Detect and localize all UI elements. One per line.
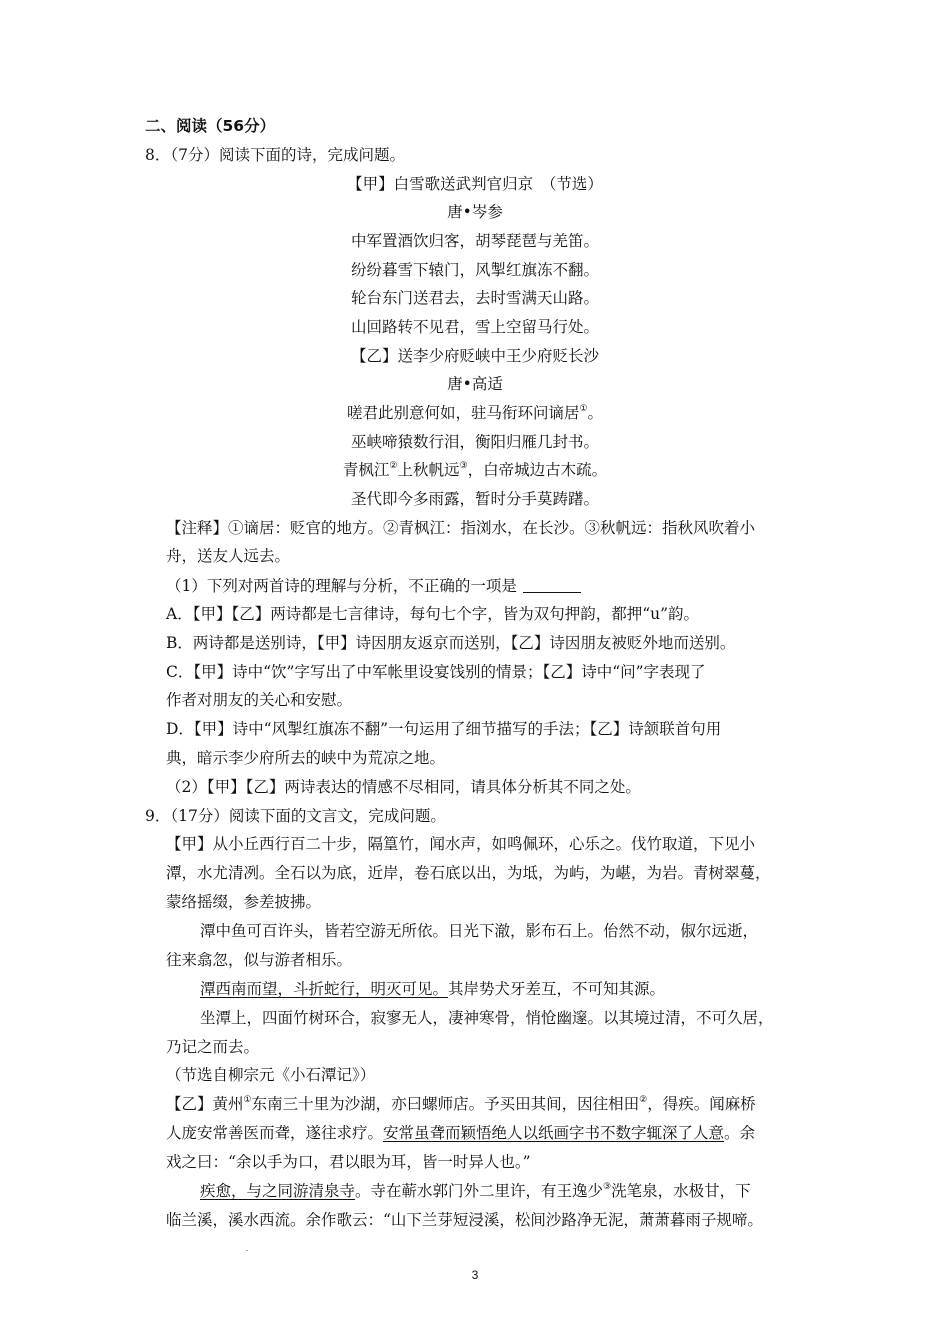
footnote-mark: ③ bbox=[603, 1182, 612, 1192]
page-number: 3 bbox=[471, 1268, 479, 1282]
q9-stem: 9．（17分）阅读下面的文言文，完成问题。 bbox=[145, 807, 446, 825]
poem-b-title: 【乙】送李少府贬峡中王少府贬长沙 bbox=[350, 347, 599, 365]
text-b-line: 【乙】黄州①东南三十里为沙湖，亦曰螺师店。予买田其间，因往相田②，得疾。闻麻桥 bbox=[166, 1095, 756, 1113]
text-a-line: 往来翕忽，似与游者相乐。 bbox=[166, 951, 353, 969]
footnote-mark: ② bbox=[389, 461, 398, 471]
text-a-line: 【甲】从小丘西行百二十步，隔篁竹，闻水声，如鸣佩环，心乐之。伐竹取道，下见小 bbox=[166, 835, 756, 853]
footnote-mark: ① bbox=[243, 1095, 252, 1105]
option-c: C．【甲】诗中“饮”字写出了中军帐里设宴饯别的情景；【乙】诗中“问”字表现了 bbox=[166, 663, 706, 681]
poem-a-line: 轮台东门送君去，去时雪满天山路。 bbox=[350, 289, 599, 307]
footnote-mark: ② bbox=[639, 1095, 648, 1105]
poem-a-line: 山回路转不见君，雪上空留马行处。 bbox=[350, 318, 599, 336]
q8-sub2: （2）【甲】【乙】两诗表达的情感不尽相同，请具体分析其不同之处。 bbox=[166, 778, 641, 796]
notes-line: 舟，送友人远去。 bbox=[166, 547, 291, 565]
poem-a-title: 【甲】白雪歌送武判官归京 （节选） bbox=[347, 175, 603, 193]
option-d: D．【甲】诗中“风掣红旗冻不翻”一句运用了细节描写的手法；【乙】诗颔联首句用 bbox=[166, 720, 722, 738]
source-a: （节选自柳宗元《小石潭记》） bbox=[166, 1066, 376, 1084]
poem-b-line: 巫峡啼猿数行泪，衡阳归雁几封书。 bbox=[350, 433, 599, 451]
text-a-line: 坐潭上，四面竹树环合，寂寥无人，凄神寒骨，悄怆幽邃。以其境过清，不可久居， bbox=[200, 1009, 774, 1027]
q8-stem: 8．（7分）阅读下面的诗，完成问题。 bbox=[145, 146, 405, 164]
scan-speck bbox=[246, 1250, 248, 1251]
option-b: B．两诗都是送别诗，【甲】诗因朋友返京而送别，【乙】诗因朋友被贬外地而送别。 bbox=[166, 634, 736, 652]
poem-b-line: 青枫江②上秋帆远③，白帝城边古木疏。 bbox=[342, 461, 608, 479]
text-a-line: 蒙络摇缀，参差披拂。 bbox=[166, 893, 322, 911]
text-a-line: 乃记之而去。 bbox=[166, 1038, 260, 1056]
poem-b-line: 圣代即今多雨露，暂时分手莫踌躇。 bbox=[350, 490, 599, 508]
text-a-line: 潭西南而望，斗折蛇行，明灭可见。其岸势犬牙差互，不可知其源。 bbox=[200, 980, 666, 998]
poem-b-author: 唐•高适 bbox=[447, 375, 503, 393]
text-b-line: 人庞安常善医而聋，遂往求疗。安常虽聋而颖悟绝人以纸画字书不数字辄深了人意。余 bbox=[166, 1124, 756, 1142]
underlined-sentence: 潭西南而望，斗折蛇行，明灭可见。 bbox=[200, 980, 449, 998]
text-a-line: 潭，水尤清冽。全石以为底，近岸，卷石底以出，为坻，为屿，为嵁，为岩。青树翠蔓， bbox=[166, 864, 771, 882]
option-a: A．【甲】【乙】两诗都是七言律诗，每句七个字，皆为双句押韵，都押“u”韵。 bbox=[166, 605, 700, 623]
poem-b-line: 嗟君此别意何如，驻马衔环问谪居①。 bbox=[346, 404, 604, 422]
option-c-cont: 作者对朋友的关心和安慰。 bbox=[166, 691, 353, 709]
poem-a-line: 纷纷暮雪下辕门，风掣红旗冻不翻。 bbox=[350, 261, 599, 279]
option-d-cont: 典，暗示李少府所去的峡中为荒凉之地。 bbox=[166, 749, 446, 767]
text-b-line: 戏之曰：“余以手为口，君以眼为耳，皆一时异人也。” bbox=[166, 1153, 531, 1171]
underlined-sentence: 安常虽聋而颖悟绝人以纸画字书不数字辄深了人意 bbox=[383, 1124, 725, 1142]
text-b-line: 临兰溪，溪水西流。余作歌云：“山下兰芽短浸溪，松间沙路净无泥，萧萧暮雨子规啼。 bbox=[166, 1211, 763, 1229]
notes-line: 【注释】①谪居：贬官的地方。②青枫江：指浏水，在长沙。③秋帆远：指秋风吹着小 bbox=[166, 519, 756, 537]
text-b-line: 疾愈，与之同游清泉寺。寺在蕲水郭门外二里许，有王逸少③洗笔泉，水极甘，下 bbox=[200, 1182, 751, 1200]
text-a-line: 潭中鱼可百许头，皆若空游无所依。日光下澈，影布石上。佁然不动，俶尔远逝， bbox=[200, 922, 759, 940]
underlined-sentence: 疾愈，与之同游清泉寺 bbox=[200, 1182, 356, 1200]
poem-a-author: 唐•岑参 bbox=[447, 203, 503, 221]
footnote-mark: ① bbox=[579, 404, 588, 414]
q8-sub1: （1）下列对两首诗的理解与分析，不正确的一项是 bbox=[166, 576, 581, 596]
poem-a-line: 中军置酒饮归客，胡琴琵琶与羌笛。 bbox=[350, 232, 599, 250]
answer-blank bbox=[523, 578, 581, 593]
section-title: 二、阅读（56分） bbox=[145, 117, 276, 135]
footnote-mark: ③ bbox=[459, 461, 468, 471]
